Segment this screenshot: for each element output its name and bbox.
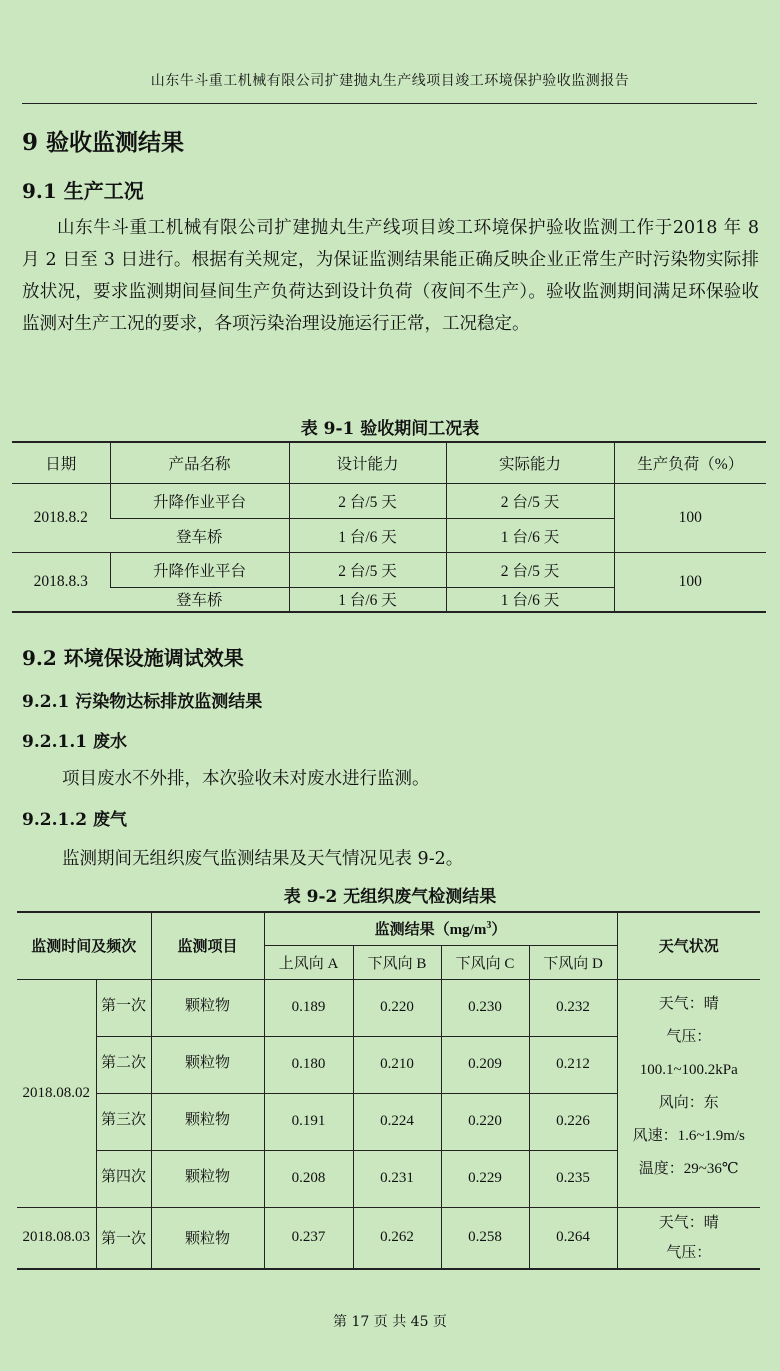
t2-value: 0.208 <box>264 1150 353 1207</box>
t2-value: 0.237 <box>264 1207 353 1269</box>
section-9-2-1-1-title: 9.2.1.1 废水 <box>22 732 127 752</box>
t1-actual: 2 台/5 天 <box>446 553 614 588</box>
t1-date: 2018.8.3 <box>12 553 110 612</box>
t2-value: 0.231 <box>353 1150 441 1207</box>
t1-product: 升降作业平台 <box>110 553 289 588</box>
t2-subheader: 下风向 C <box>441 945 529 979</box>
t2-value: 0.224 <box>353 1093 441 1150</box>
t2-value: 0.220 <box>441 1093 529 1150</box>
section-9-1-paragraph: 山东牛斗重工机械有限公司扩建抛丸生产线项目竣工环境保护验收监测工作于2018 年 8 月 2 日至 3 日进行。根据有关规定，为保证监测结果能正确反映企业正常生产时污染物实际排放状况，要求监测期间昼间生产负荷达到设计负荷（夜间不生产）。验收监测期间满足环保验收监测对生产工况的要求，各项污染治理设施运行正常，工况稳定。 <box>22 218 759 334</box>
t2-weather-line: 温度：29~36℃ <box>638 1160 739 1177</box>
table-9-2-caption: 表 9-2 无组织废气检测结果 <box>283 887 497 907</box>
table-9-1 <box>12 441 766 613</box>
t1-header-date: 日期 <box>12 442 110 484</box>
section-9-2-1-2-title: 9.2.1.2 废气 <box>22 810 127 830</box>
t1-design: 1 台/6 天 <box>289 519 446 553</box>
t1-load: 100 <box>614 484 766 553</box>
t2-subheader: 下风向 B <box>353 945 441 979</box>
t2-weather-day2 <box>617 1207 760 1269</box>
t2-value: 0.220 <box>353 979 441 1036</box>
t2-item: 颗粒物 <box>151 1150 264 1207</box>
page-footer: 第 17 页 共 45 页 <box>333 1314 447 1330</box>
t2-header-result <box>264 912 617 945</box>
t2-weather-line: 风速：1.6~1.9m/s <box>632 1127 745 1144</box>
t1-header-product: 产品名称 <box>110 442 289 484</box>
t2-weather-line: 气压： <box>666 1244 712 1261</box>
t1-actual: 1 台/6 天 <box>446 519 614 553</box>
t1-actual: 2 台/5 天 <box>446 484 614 519</box>
t1-product: 升降作业平台 <box>110 484 289 519</box>
t2-item: 颗粒物 <box>151 1093 264 1150</box>
t2-value: 0.209 <box>441 1036 529 1093</box>
t2-value: 0.258 <box>441 1207 529 1269</box>
t2-item: 颗粒物 <box>151 979 264 1036</box>
t2-header-result-sup: 3 <box>486 920 492 932</box>
t2-value: 0.180 <box>264 1036 353 1093</box>
t2-value: 0.226 <box>529 1093 617 1150</box>
section-9-2-title: 9.2 环境保设施调试效果 <box>22 646 244 670</box>
t1-product: 登车桥 <box>110 588 289 612</box>
section-9-2-1-title: 9.2.1 污染物达标排放监测结果 <box>22 692 263 712</box>
t2-value: 0.229 <box>441 1150 529 1207</box>
t2-value: 0.189 <box>264 979 353 1036</box>
wastewater-text: 项目废水不外排，本次验收未对废水进行监测。 <box>62 769 430 789</box>
t1-date: 2018.8.2 <box>12 484 110 553</box>
t2-weather-line: 风向：东 <box>658 1094 719 1111</box>
t2-value: 0.212 <box>529 1036 617 1093</box>
t1-design: 2 台/5 天 <box>289 553 446 588</box>
t2-weather-line: 天气：晴 <box>658 995 719 1012</box>
t2-freq: 第二次 <box>96 1036 151 1093</box>
t2-item: 颗粒物 <box>151 1036 264 1093</box>
section-9-1-title: 9.1 生产工况 <box>22 179 144 203</box>
t1-header-design: 设计能力 <box>289 442 446 484</box>
t2-freq: 第一次 <box>96 979 151 1036</box>
t2-weather-line: 100.1~100.2kPa <box>639 1061 738 1078</box>
t2-item: 颗粒物 <box>151 1207 264 1269</box>
t2-value: 0.191 <box>264 1093 353 1150</box>
t2-value: 0.230 <box>441 979 529 1036</box>
t2-value: 0.264 <box>529 1207 617 1269</box>
t2-freq: 第四次 <box>96 1150 151 1207</box>
t2-value: 0.235 <box>529 1150 617 1207</box>
t1-product: 登车桥 <box>110 519 289 553</box>
t1-header-actual: 实际能力 <box>446 442 614 484</box>
t2-subheader: 下风向 D <box>529 945 617 979</box>
t2-value: 0.262 <box>353 1207 441 1269</box>
waste-gas-text: 监测期间无组织废气监测结果及天气情况见表 9-2。 <box>62 849 464 869</box>
header-rule <box>22 103 757 104</box>
t2-weather-day1 <box>617 979 760 1207</box>
t2-freq: 第三次 <box>96 1093 151 1150</box>
t1-actual: 1 台/6 天 <box>446 588 614 612</box>
t1-design: 1 台/6 天 <box>289 588 446 612</box>
t2-subheader: 上风向 A <box>264 945 353 979</box>
t2-header-result-prefix: 监测结果（mg/m <box>374 922 487 939</box>
t2-date: 2018.08.02 <box>17 979 96 1207</box>
t2-header-weather: 天气状况 <box>617 912 760 979</box>
table-9-1-caption: 表 9-1 验收期间工况表 <box>300 419 480 439</box>
section-9-title: 9 验收监测结果 <box>22 129 185 156</box>
table-9-2 <box>17 911 760 1270</box>
t2-header-time: 监测时间及频次 <box>17 912 151 979</box>
t2-value: 0.210 <box>353 1036 441 1093</box>
t2-date: 2018.08.03 <box>17 1207 96 1269</box>
t2-weather-line: 天气：晴 <box>658 1214 719 1231</box>
t1-load: 100 <box>614 553 766 612</box>
t2-freq: 第一次 <box>96 1207 151 1269</box>
t2-value: 0.232 <box>529 979 617 1036</box>
t1-design: 2 台/5 天 <box>289 484 446 519</box>
page-header: 山东牛斗重工机械有限公司扩建抛丸生产线项目竣工环境保护验收监测报告 <box>150 73 630 89</box>
t2-header-item: 监测项目 <box>151 912 264 979</box>
t2-header-result-suffix: ） <box>491 922 507 939</box>
t2-weather-line: 气压： <box>666 1028 712 1045</box>
t1-header-load: 生产负荷（%） <box>614 442 766 484</box>
